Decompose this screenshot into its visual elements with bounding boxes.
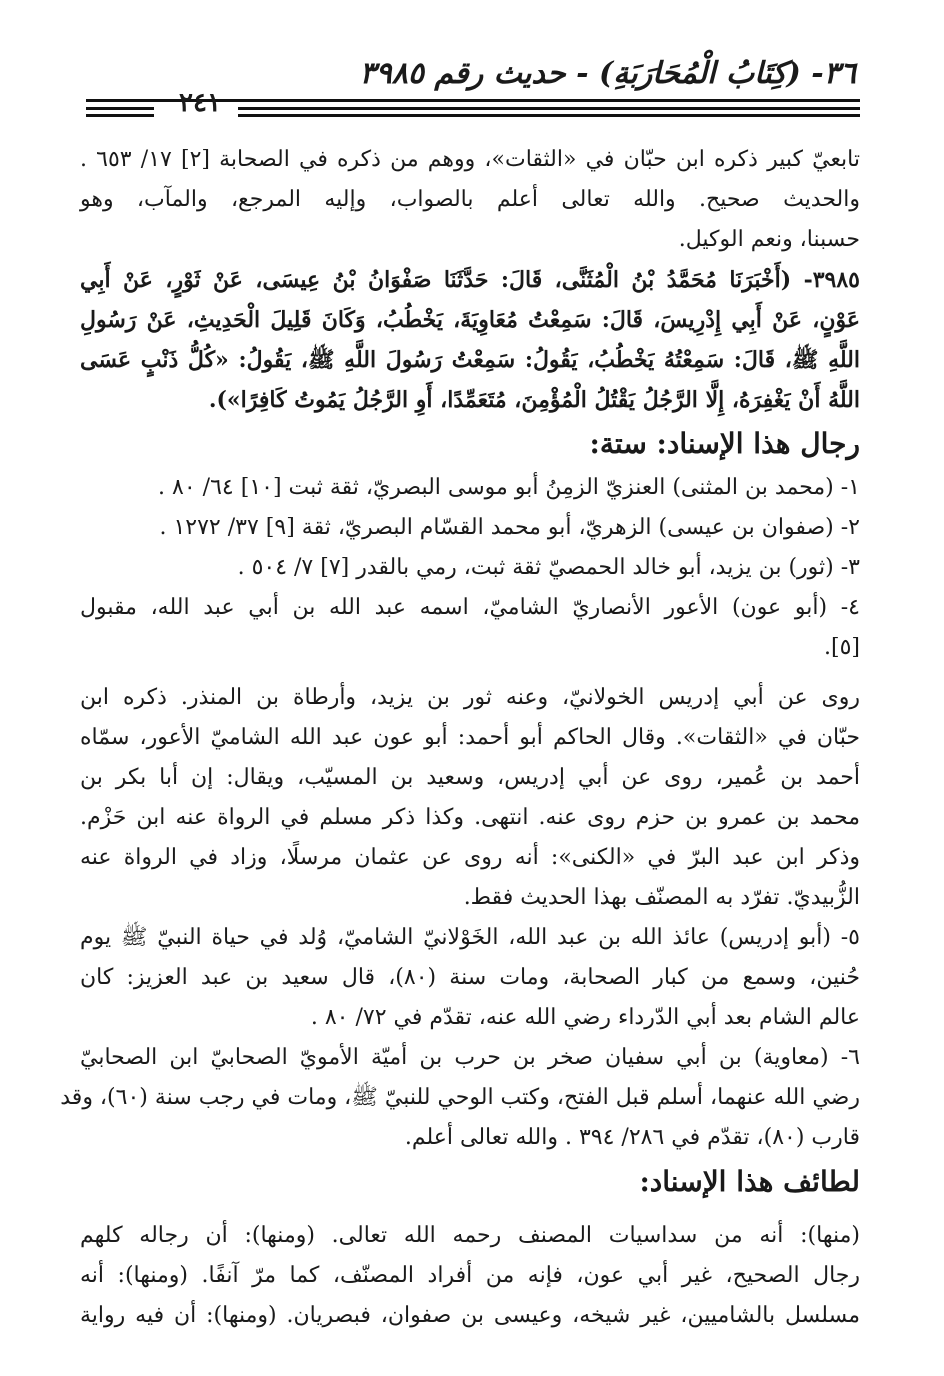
text-line: اللَّهِ ﷺ، قَالَ: سَمِعْتُهُ يَخْطُبُ، يَقُولُ: سَمِعْتُ رَسُولَ اللَّهِ ﷺ، يَقُولُ: «كُلُّ ذَنْبٍ عَسَى bbox=[80, 347, 860, 373]
text-line: اللَّهُ أَنْ يَغْفِرَهُ، إِلَّا الرَّجُلُ يَقْتُلُ الْمُؤْمِنَ، مُتَعَمِّدًا، أَوِ الرَّجُلُ يَمُوتُ كَافِرًا»). bbox=[208, 387, 860, 413]
narrator-entry: [٥]. bbox=[824, 635, 860, 660]
text-line: حبّان في «الثقات». وقال الحاكم أبو أحمد: أبو عون عبد الله الشاميّ الأعور، سمّاه bbox=[80, 725, 860, 750]
text-line: حسبنا، ونعم الوكيل. bbox=[678, 227, 860, 252]
section-heading-lataif: لطائف هذا الإسناد: bbox=[639, 1165, 860, 1198]
narrator-entry: ٤- (أبو عون) الأعور الأنصاريّ الشاميّ، اسمه عبد الله بن أبي عبد الله، مقبول bbox=[80, 595, 860, 620]
section-heading-rijal: رجال هذا الإسناد: ستة: bbox=[589, 427, 860, 460]
intro-paragraph bbox=[80, 140, 860, 260]
text-line: مسلسل بالشاميين، غير شيخه، وعيسى بن صفوان، فبصريان. (ومنها): أن فيه رواية bbox=[80, 1303, 860, 1328]
narrator-entry: ٢- (صفوان بن عيسى) الزهريّ، أبو محمد القسّام البصريّ، ثقة [٩] ٣٧/ ١٢٧٢ . bbox=[159, 515, 860, 540]
text-line: وذكر ابن عبد البرّ في «الكنى»: أنه روى عن عثمان مرسلًا، وزاد في الرواة عنه bbox=[80, 845, 860, 870]
text-line: (منها): أنه من سداسيات المصنف رحمه الله تعالى. (ومنها): أن رجاله كلهم bbox=[80, 1223, 860, 1248]
text-line: والحديث صحيح. والله تعالى أعلم بالصواب، وإليه المرجع، والمآب، وهو bbox=[80, 187, 861, 212]
text-line: ٥- (أبو إدريس) عائذ الله بن عبد الله، الخَوْلانيّ الشاميّ، وُلد في حياة النبيّ ﷺ يوم bbox=[80, 925, 860, 950]
lataif-paragraph bbox=[80, 1216, 860, 1336]
abu-awn-notes bbox=[80, 678, 860, 918]
text-line: ٦- (معاوية) بن أبي سفيان صخر بن حرب بن أميّة الأمويّ الصحابيّ ابن الصحابيّ bbox=[80, 1045, 860, 1070]
running-header-title: ٣٦- (كِتَابُ الْمُحَارَبَةِ) - حديث رقم ٣٩٨٥ bbox=[359, 56, 856, 91]
hadith-text bbox=[80, 260, 860, 420]
header-rule-left bbox=[86, 114, 154, 117]
text-line: حُنين، وسمع من كبار الصحابة، ومات سنة (٨٠)، قال سعيد بن عبد العزيز: كان bbox=[80, 965, 860, 990]
text-line: أحمد بن عُمير، روى عن أبي إدريس، وسعيد بن المسيّب، ويقال: إن أبا بكر بن bbox=[80, 765, 860, 790]
text-line: ٣٩٨٥- (أَخْبَرَنَا مُحَمَّدُ بْنُ الْمُثَنَّى، قَالَ: حَدَّثَنَا صَفْوَانُ بْنُ عِيسَى، عَنْ ثَوْرٍ، عَنْ أَبِي bbox=[80, 267, 860, 293]
narrator-entry: ١- (محمد بن المثنى) العنزيّ الزمِنُ أبو موسى البصريّ، ثقة ثبت [١٠] ٦٤/ ٨٠ . bbox=[158, 475, 860, 500]
text-line: تابعيّ كبير ذكره ابن حبّان في «الثقات»، ووهم من ذكره في الصحابة [٢] ١٧/ ٦٥٣ . bbox=[80, 147, 861, 172]
text-line: عالم الشام بعد أبي الدّرداء رضي الله عنه، تقدّم في ٧٢/ ٨٠ . bbox=[310, 1005, 860, 1030]
page-number: ٢٤١ bbox=[179, 88, 221, 118]
text-line: عَوْنٍ، عَنْ أَبِي إِدْرِيسَ، قَالَ: سَمِعْتُ مُعَاوِيَةَ، يَخْطُبُ، وَكَانَ قَلِيلَ الْحَدِيثِ، عَنْ رَسُولِ bbox=[80, 307, 860, 333]
spacer bbox=[80, 1206, 860, 1216]
text-line: الزُّبيديّ. تفرّد به المصنّف بهذا الحديث فقط. bbox=[463, 885, 860, 910]
narrator-entry: ٣- (ثور) بن يزيد، أبو خالد الحمصيّ ثقة ثبت، رمي بالقدر [٧] ٧/ ٥٠٤ . bbox=[237, 555, 860, 580]
page-body bbox=[60, 140, 861, 1336]
narrator-entry-6 bbox=[60, 1038, 860, 1158]
header-rule-right bbox=[238, 107, 860, 110]
text-line: رضي الله عنهما، أسلم قبل الفتح، وكتب الوحي للنبيّ ﷺ، ومات في رجب سنة (٦٠)، وقد bbox=[60, 1085, 860, 1110]
text-line: محمد بن عمرو بن حزم روى عنه. انتهى. وكذا ذكر مسلم في الرواة عنه ابن حَزْم. bbox=[80, 805, 860, 830]
text-line: روى عن أبي إدريس الخولانيّ، وعنه ثور بن يزيد، وأرطاة بن المنذر. ذكره ابن bbox=[80, 685, 860, 710]
narrator-entry-5 bbox=[80, 918, 860, 1038]
spacer bbox=[80, 668, 860, 678]
header-rule-left bbox=[86, 107, 154, 110]
narrator-list bbox=[80, 468, 860, 668]
header-rule-right bbox=[238, 114, 860, 117]
text-line: قارب (٨٠)، تقدّم في ٢٨٦/ ٣٩٤ . والله تعالى أعلم. bbox=[404, 1125, 860, 1150]
text-line: رجال الصحيح، غير أبي عون، فإنه من أفراد المصنّف، كما مرّ آنفًا. (ومنها): أنه bbox=[80, 1263, 860, 1288]
